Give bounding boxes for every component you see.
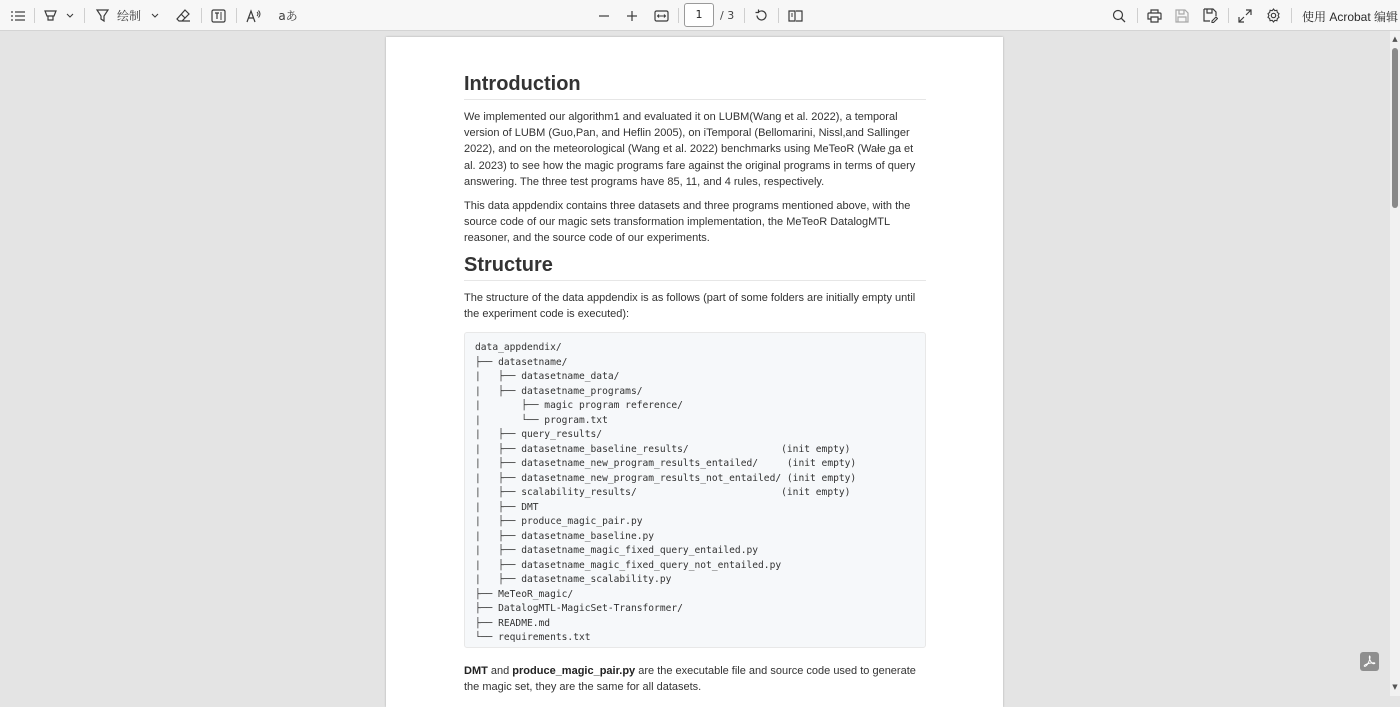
scrollbar-thumb[interactable]	[1392, 48, 1398, 208]
chevron-down-icon[interactable]	[63, 5, 77, 26]
save-as-icon[interactable]	[1201, 5, 1219, 26]
draw-label[interactable]: 绘制	[117, 9, 142, 23]
dmt-bold: DMT	[464, 665, 488, 677]
separator	[34, 8, 35, 23]
settings-icon[interactable]	[1264, 5, 1282, 26]
separator	[1291, 8, 1292, 23]
separator	[201, 8, 202, 23]
zoom-out-icon[interactable]	[596, 5, 612, 26]
dmt-paragraph-rest: are the executable file and source code used to generate the magic set, they are the same for all datasets.	[464, 665, 916, 694]
page-number-input[interactable]: 1	[684, 3, 714, 27]
fit-width-icon[interactable]	[652, 5, 670, 26]
fullscreen-icon[interactable]	[1236, 5, 1254, 26]
and-text: and	[487, 665, 513, 677]
two-page-icon[interactable]	[786, 5, 804, 26]
separator	[678, 8, 679, 23]
pdf-toolbar	[0, 0, 1400, 31]
page-total: / 3	[720, 9, 735, 22]
pdf-page	[386, 37, 1003, 707]
structure-heading: Structure	[464, 254, 926, 281]
acrobat-logo-icon[interactable]	[1360, 652, 1379, 671]
directory-tree: data_appdendix/ ├── datasetname/ | ├── datasetname_data/ | ├── datasetname_programs/ | ├── magic program reference/ | └── program.txt | ├── query_results/ | ├── datasetname_baseline_results/ (init empty) | ├── datasetname_new_program_results_entailed/ (init empty) | ├── datasetname_new_program_results_not_entailed/ (init empty) | ├── scalability_results/ (init empty) | ├── DMT | ├── produce_magic_pair.py | ├── datasetname_baseline.py | ├── datasetname_magic_fixed_query_entailed.py | ├── datasetname_magic_fixed_query_not_entailed.py | ├── datasetname_scalability.py ├── MeTeoR_magic/ ├── DatalogMTL-MagicSet-Transformer/ ├── README.md └── requirements.txt	[475, 342, 857, 643]
scroll-up-icon[interactable]: ▲	[1392, 35, 1398, 43]
print-icon[interactable]	[1145, 5, 1163, 26]
chevron-down-icon[interactable]	[148, 5, 162, 26]
structure-paragraph: The structure of the data appdendix is as follows (part of some folders are initially empty until the experiment code is executed):	[464, 292, 916, 321]
contents-icon[interactable]	[8, 5, 28, 26]
draw-icon[interactable]	[94, 5, 110, 26]
intro-paragraph-2: This data appdendix contains three datasets and three programs mentioned above, with the source code of our magic sets transformation implementation, the MeTeoR DatalogMTL reasoner, and the source code of our experiments.	[464, 200, 911, 245]
scroll-down-icon[interactable]: ▼	[1392, 683, 1398, 691]
read-aloud-icon[interactable]	[244, 5, 262, 26]
intro-paragraph-1: We implemented our algorithm1 and evaluated it on LUBM(Wang et al. 2022), a temporal version of LUBM (Guo,Pan, and Heflin 2005), on iTemporal (Bellomarini, Nissl,and Sallinger 2022), and on the meteorological (Wang et al. 2022) benchmarks using MeTeoR (Wałe ̨ga et al. 2023) to see how the magic programs fare against the original programs in terms of query answering. The three test programs have 85, 11, and 4 rules, respectively.	[464, 111, 916, 188]
separator	[1137, 8, 1138, 23]
eraser-icon[interactable]	[174, 5, 192, 26]
separator	[778, 8, 779, 23]
separator	[236, 8, 237, 23]
produce-magic-pair-bold: produce_magic_pair.py	[512, 665, 636, 677]
separator	[1228, 8, 1229, 23]
edit-with-acrobat-button[interactable]: 使用 Acrobat 编辑	[1302, 10, 1399, 24]
save-icon[interactable]	[1173, 5, 1191, 26]
zoom-in-icon[interactable]	[624, 5, 640, 26]
dmt-paragraph	[464, 663, 926, 695]
search-icon[interactable]	[1110, 5, 1128, 26]
text-box-icon[interactable]	[209, 5, 227, 26]
separator	[84, 8, 85, 23]
translate-icon[interactable]: aあ	[278, 9, 298, 23]
document-viewer[interactable]	[0, 31, 1400, 696]
rotate-icon[interactable]	[752, 5, 770, 26]
code-block	[464, 332, 926, 648]
separator	[744, 8, 745, 23]
highlight-icon[interactable]	[41, 5, 59, 26]
introduction-heading: Introduction	[464, 73, 926, 100]
